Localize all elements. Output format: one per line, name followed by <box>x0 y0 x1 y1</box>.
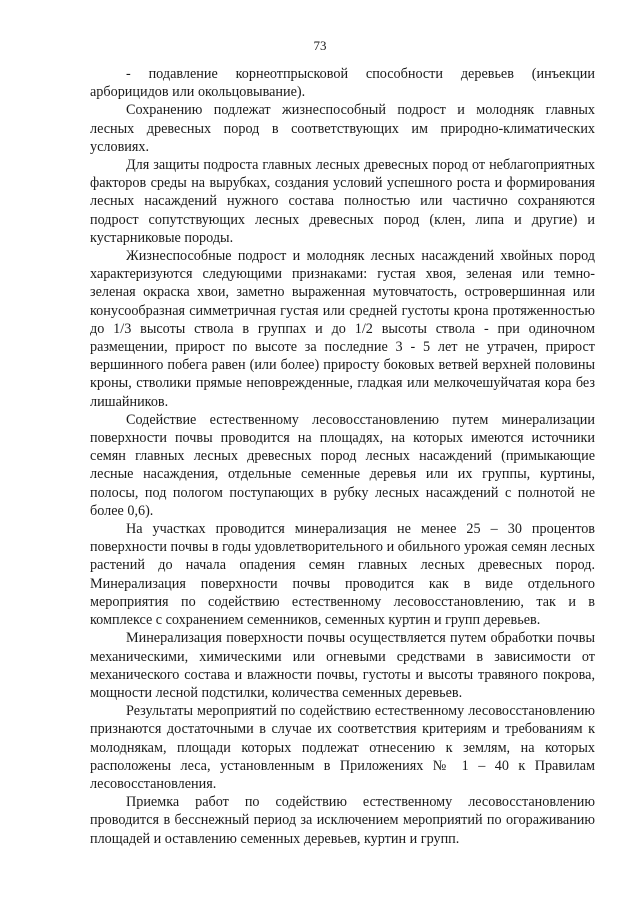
paragraph-preservation: Сохранению подлежат жизнеспособный подрост и молодняк главных лесных древесных пород в соответствующих им природно-климатических условиях. <box>90 102 595 155</box>
paragraph-mineralization-sources: Содействие естественному лесовосстановлению путем минерализации поверхности почвы проводится на площадях, на которых имеются источники семян главных лесных древесных пород лесных насаждений (примыкающие лесные насаждения, отдельные семенные деревья или их группы, куртины, полосы, под пологом поступающих в рубку лесных насаждений с полнотой не более 0,6). <box>90 411 595 519</box>
document-body <box>90 65 595 848</box>
paragraph-mineralization-percent: На участках проводится минерализация не менее 25 – 30 процентов поверхности почвы в годы удовлетворительного и обильного урожая семян лесных растений до начала опадения семян главных лесных древесных пород. Минерализация поверхности почвы проводится как в виде отдельного мероприятия по содействию естественному лесовосстановлению, так и в комплексе с сохранением семенников, семенных куртин и групп деревьев. <box>90 521 595 629</box>
paragraph-viability-criteria: Жизнеспособные подрост и молодняк лесных насаждений хвойных пород характеризуются следующими признаками: густая хвоя, зеленая или темно-зеленая окраска хвои, заметно выраженная мутовчатость, островершинная или конусообразная симметричная густая или средней густоты крона протяженностью до 1/3 высоты ствола в группах и до 1/2 высоты ствола - при одиночном размещении, прирост по высоте за последние 3 - 5 лет не утрачен, прирост вершинного побега равен (или более) приросту боковых ветвей верхней половины кроны, стволики прямые неповрежденные, гладкая или мелкочешуйчатая кора без лишайников. <box>90 248 595 410</box>
paragraph-results: Результаты мероприятий по содействию естественному лесовосстановлению признаются достаточными в случае их соответствия критериям и требованиям к молоднякам, площади которых подлежат отнесению к землям, на которых расположены леса, установленным в Приложениях № 1 – 40 к Правилам лесовосстановления. <box>90 703 595 792</box>
paragraph-protection: Для защиты подроста главных лесных древесных пород от неблагоприятных факторов среды на вырубках, создания условий успешного роста и формирования лесных насаждений нужного состава полностью или частично сохраняются подрост сопутствующих лесных древесных пород (клен, липа и другие) и кустарниковые породы. <box>90 157 595 246</box>
paragraph-acceptance: Приемка работ по содействию естественному лесовосстановлению проводится в бесснежный период за исключением мероприятий по огораживанию площадей и оставлению семенных деревьев, куртин и групп. <box>90 794 595 847</box>
page-number: 73 <box>313 38 327 53</box>
paragraph-herbicide: - подавление корнеотпрысковой способности деревьев (инъекции арборицидов или окольцовывание). <box>90 66 595 101</box>
paragraph-mineralization-methods: Минерализация поверхности почвы осуществляется путем обработки почвы механическими, химическими или огневыми средствами в зависимости от механического состава и влажности почвы, густоты и высоты травяного покрова, мощности лесной подстилки, количества семенных деревьев. <box>90 630 595 701</box>
